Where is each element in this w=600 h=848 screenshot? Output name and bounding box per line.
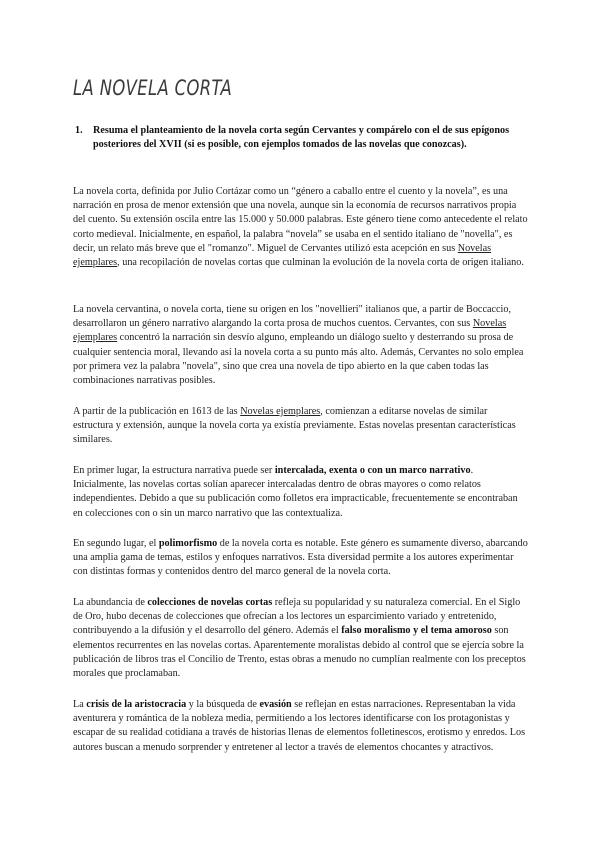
paragraph-6 [73,596,529,681]
paragraph-7-bold-1: crisis de la aristocracia [86,699,187,710]
paragraph-4 [73,464,529,521]
paragraph-6-text-b: refleja su popularidad y su naturaleza comercial. En el Siglo de Oro, hubo decenas de colecciones que ofrecían a los lectores un esparcimiento variado y entretenido, contribuyendo a la difusión y el desarrollo del género. Además el [73,597,521,637]
paragraph-3-text-a: A partir de la publicación en 1613 de las [73,406,241,417]
paragraph-7-bold-2: evasión [259,699,292,710]
paragraph-1-text-a: La novela corta, definida por Julio Cortázar como un “género a caballo entre el cuento y la novela”, es una narración en prosa de menor extensión que una novela, aunque sin la economía de recursos narrativos propia del cuento. Su extensión oscila entre las 15.000 y 50.000 palabras. Este género tiene como antecedente el relato corto medieval. Inicialmente, en español, la palabra “novela” se usaba en el sentido italiano de "novella", es decir, un relato más breve que el "romanzo". Miguel de Cervantes utilizó esta acepción en sus [73,186,528,254]
paragraph-6-bold-1: colecciones de novelas cortas [147,597,273,608]
question-number: 1. [75,125,83,136]
question-text: Resuma el planteamiento de la novela corta según Cervantes y compárelo con el de sus epígonos posteriores del XVII (si es posible, con ejemplos tomados de las novelas que conozcas). [93,125,510,151]
paragraph-7-text-b: y la búsqueda de [186,699,260,710]
question-item [75,124,525,152]
paragraph-2 [73,303,529,388]
paragraph-5-text-b: de la novela corta es notable. Este género es sumamente diverso, abarcando una amplia gama de temas, estilos y enfoques narrativos. Esta diversidad permite a los autores experimentar con distintas formas y contenidos dentro del marco general de la novela corta. [73,538,528,578]
paragraph-3 [73,405,529,448]
paragraph-7-text-a: La [73,699,87,710]
paragraph-6-text-c: son elementos recurrentes en las novelas cortas. Aparentemente moralistas debido al control que se ejercía sobre la publicación de libros tras el Concilio de Trento, estas obras a menudo no cumplían realmente con los preceptos morales que proclamaban. [73,625,526,680]
novelas-ejemplares-link[interactable]: Novelas ejemplares [73,318,507,344]
paragraph-4-text-b: . Inicialmente, las novelas cortas solían aparecer intercaladas dentro de obras mayores o como relatos independientes. Debido a que su publicación como folletos era impracticable, frecuentemente se encontraban en colecciones con o sin un marco narrativo que las contextualiza. [73,465,518,519]
paragraph-4-bold: intercalada, exenta o con un marco narrativo [274,465,471,476]
paragraph-1-text-b: , una recopilación de novelas cortas que culminan la evolución de la novela corta de origen italiano. [117,257,524,269]
paragraph-4-text-a: En primer lugar, la estructura narrativa puede ser [73,465,275,476]
paragraph-3-text-b: , comienzan a editarse novelas de similar estructura y extensión, aunque la novela corta ya existía previamente. Estas novelas presentan características similares. [73,406,516,446]
paragraph-6-bold-2: falso moralismo y el tema amoroso [341,625,492,637]
page-title: LA NOVELA CORTA [73,76,233,100]
paragraph-7-text-c: se reflejan en estas narraciones. Representaban la vida aventurera y romántica de la nobleza media, permitiendo a los lectores identificarse con los protagonistas y escapar de su realidad cotidiana a través de historias llenas de elementos folletinescos, erotismo y enredos. Los autores buscan a menudo sorprender y entretener al lector a través de elementos chocantes y atractivos. [73,699,526,753]
novelas-ejemplares-link[interactable]: Novelas ejemplares [73,242,492,269]
paragraph-5 [73,537,529,580]
paragraph-6-text-a: La abundancia de [73,597,148,608]
paragraph-5-bold: polimorfismo [158,538,218,549]
novelas-ejemplares-link[interactable]: Novelas ejemplares [240,406,321,417]
paragraph-2-text-b: concentró la narración sin desvío alguno, empleando un diálogo suelto y desterrando su prosa de cualquier sentencia moral, llevando así la novela corta a su punto más alto. Además, Cervantes no solo emplea por primera vez la palabra "novela", sino que crea una novela de tipo abierto en la que caben todas las combinaciones narrativas posibles. [73,332,524,387]
paragraph-2-text-a: La novela cervantina, o novela corta, tiene su origen en los "novellieri" italianos que, a partir de Boccaccio, desarrollaron un género narrativo alargando la corta prosa de muchos cuentos. Cervantes, con sus [73,304,512,330]
paragraph-1 [73,185,529,270]
paragraph-7 [73,698,529,755]
paragraph-5-text-a: En segundo lugar, el [73,538,159,549]
